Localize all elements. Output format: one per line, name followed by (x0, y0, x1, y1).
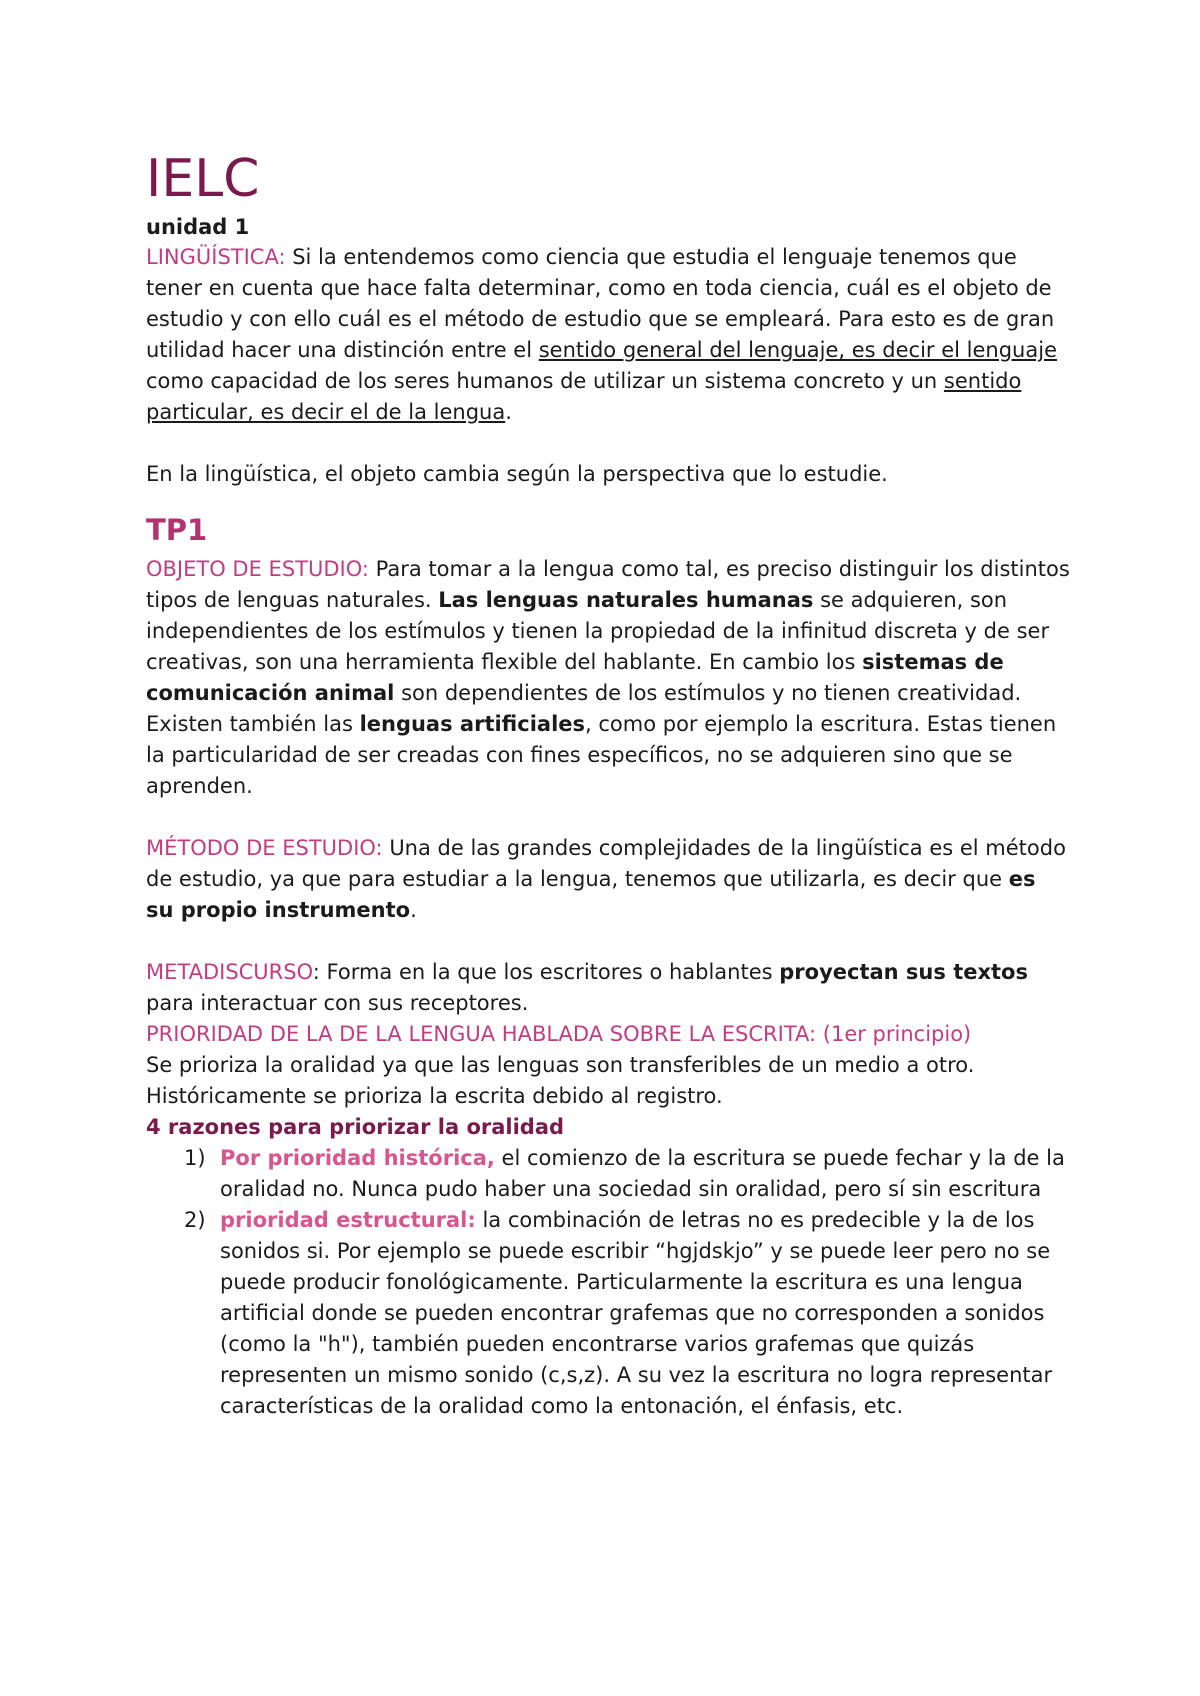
intro-note: En la lingüística, el objeto cambia según la perspectiva que lo estudie. (146, 462, 888, 486)
metadiscurso-bold-1: proyectan sus textos (779, 960, 1028, 984)
objeto-label: OBJETO DE ESTUDIO: (146, 557, 369, 581)
list-item-text: el comienzo de la escritura se puede fechar y la de la oralidad no. Nunca pudo haber una sociedad sin oralidad, pero sí sin escritura (220, 1146, 1065, 1201)
list-item-text: la combinación de letras no es predecible y la de los sonidos si. Por ejemplo se puede escribir “hgjdskjo” y se puede leer pero no se puede producir fonológicamente. Particularmente la escritura es una lengua artificial donde se pueden encontrar grafemas que no corresponden a sonidos (como la "h"), también pueden encontrarse varios grafemas que quizás representen un mismo sonido (c,s,z). A su vez la escritura no logra representar características de la oralidad como la entonación, el énfasis, etc. (220, 1208, 1053, 1418)
metodo-bold-1: es su propio instrumento (146, 867, 1036, 922)
intro-text-b: como capacidad de los seres humanos de utilizar un sistema concreto y un (146, 369, 944, 393)
unit-subtitle: unidad 1 (146, 215, 250, 239)
list-item-label: Por prioridad histórica, (220, 1146, 495, 1170)
razones-heading: 4 razones para priorizar la oralidad (146, 1115, 565, 1139)
metodo-text-2: . (410, 898, 417, 922)
objeto-text-2: se adquieren, son independientes de los estímulos y tienen la propiedad de la infinitud discreta y de ser creativas, son una herramienta flexible del hablante. En cambio los (146, 588, 1050, 674)
objeto-bold-3: lenguas artificiales (359, 712, 586, 736)
metodo-text-1: Una de las grandes complejidades de la lingüística es el método de estudio, ya que para estudiar a la lengua, tenemos que utilizarla, es decir que (146, 836, 1066, 891)
intro-text-c: . (505, 400, 512, 424)
metodo-label: MÉTODO DE ESTUDIO: (146, 836, 383, 860)
list-item (146, 1205, 1070, 1422)
list-item-label: prioridad estructural: (220, 1208, 476, 1232)
list-item-number: 2) (184, 1208, 206, 1232)
objeto-text-3: son dependientes de los estímulos y no tienen creatividad. Existen también las (146, 681, 1022, 736)
metadiscurso-text-1: : Forma en la que los escritores o hablantes (312, 960, 780, 984)
intro-paragraph (146, 242, 1070, 428)
underlined-particular-sense: sentido particular, es decir el de la lengua (146, 369, 1022, 424)
list-item-number: 1) (184, 1146, 206, 1170)
metadiscurso-label: METADISCURSO (146, 960, 313, 984)
list-item (146, 1143, 1070, 1205)
objeto-text-4: , como por ejemplo la escritura. Estas tienen la particularidad de ser creadas con fines específicos, no se adquieren sino que se aprenden. (146, 712, 1057, 798)
tp1-heading: TP1 (146, 513, 208, 547)
prioridad-heading: PRIORIDAD DE LA DE LA LENGUA HABLADA SOBRE LA ESCRITA: (1er principio) (146, 1022, 972, 1046)
objeto-bold-1: Las lenguas naturales humanas (438, 588, 814, 612)
prioridad-text: Se prioriza la oralidad ya que las lenguas son transferibles de un medio a otro. Históricamente se prioriza la escrita debido al registro. (146, 1053, 975, 1108)
objeto-text-1: Para tomar a la lengua como tal, es preciso distinguir los distintos tipos de lenguas naturales. (146, 557, 1070, 612)
razones-list (146, 1143, 1070, 1422)
intro-text-a: Si la entendemos como ciencia que estudia el lenguaje tenemos que tener en cuenta que hace falta determinar, como en toda ciencia, cuál es el objeto de estudio y con ello cuál es el método de estudio que se empleará. Para esto es de gran utilidad hacer una distinción entre el (146, 245, 1055, 362)
objeto-paragraph (146, 554, 1070, 802)
objeto-bold-2: sistemas de comunicación animal (146, 650, 1004, 705)
metodo-paragraph (146, 833, 1070, 926)
linguistica-label: LINGÜÍSTICA: (146, 245, 286, 269)
metadiscurso-paragraph (146, 957, 1070, 1019)
document-title: IELC (146, 149, 260, 209)
metadiscurso-text-2: para interactuar con sus receptores. (146, 991, 529, 1015)
underlined-general-sense: sentido general del lenguaje, es decir el lenguaje (538, 338, 1057, 362)
